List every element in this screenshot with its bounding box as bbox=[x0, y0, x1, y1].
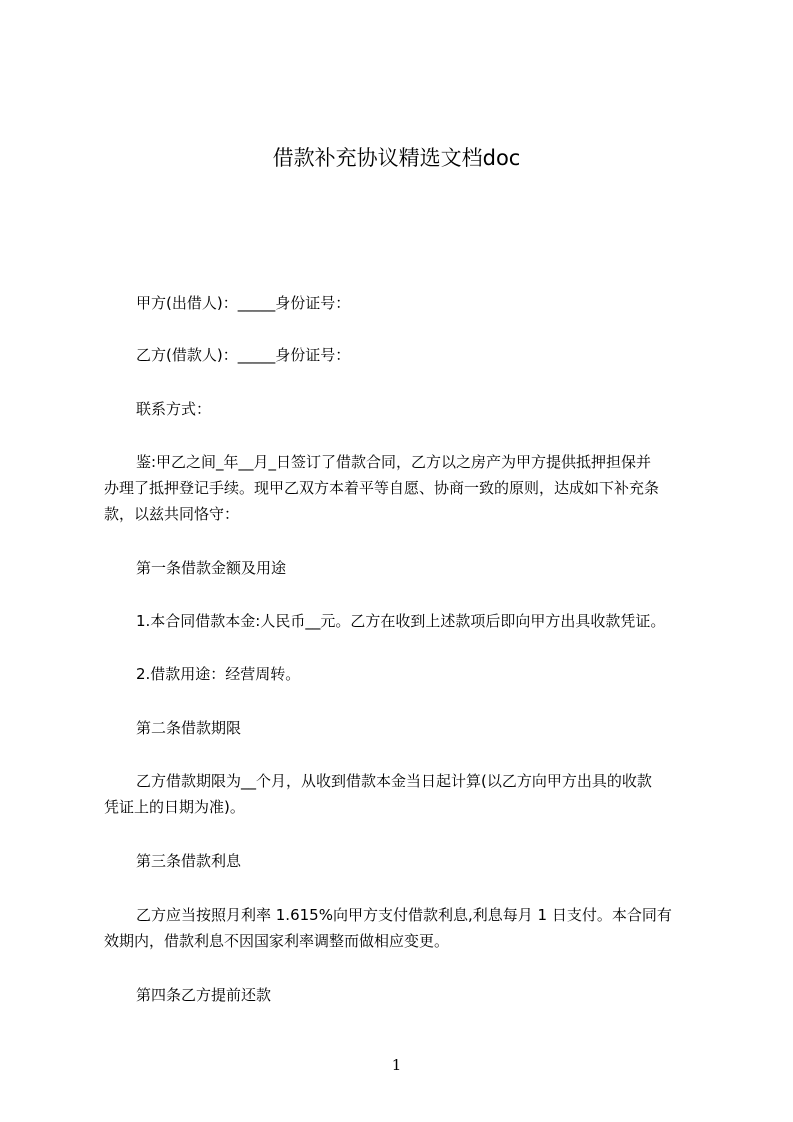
article-3-line-1: 乙方应当按照月利率 1.615%向甲方支付借款利息,利息每月 1 日支付。本合同有 bbox=[136, 906, 672, 924]
article-2-line-1: 乙方借款期限为__个月，从收到借款本金当日起计算(以乙方向甲方出具的收款 bbox=[136, 772, 652, 790]
preamble-line-2: 办理了抵押登记手续。现甲乙双方本着平等自愿、协商一致的原则，达成如下补充条 bbox=[104, 479, 660, 497]
contact-line: 联系方式： bbox=[136, 400, 212, 418]
document-title: 借款补充协议精选文档doc bbox=[272, 146, 521, 170]
preamble-line-3: 款，以兹共同恪守： bbox=[104, 505, 240, 523]
party-a-line: 甲方(出借人)：_____身份证号： bbox=[136, 294, 351, 312]
article-1-heading: 第一条借款金额及用途 bbox=[136, 559, 287, 577]
article-2-heading: 第二条借款期限 bbox=[136, 719, 242, 737]
article-1-item-2: 2.借款用途：经营周转。 bbox=[136, 665, 301, 683]
article-3-line-2: 效期内，借款利息不因国家利率调整而做相应变更。 bbox=[104, 932, 450, 950]
preamble-line-1: 鉴:甲乙之间_年__月_日签订了借款合同，乙方以之房产为甲方提供抵押担保并 bbox=[136, 453, 652, 471]
article-4-heading: 第四条乙方提前还款 bbox=[136, 986, 272, 1004]
article-3-heading: 第三条借款利息 bbox=[136, 852, 242, 870]
party-b-line: 乙方(借款人)：_____身份证号： bbox=[136, 346, 351, 364]
article-1-item-1: 1.本合同借款本金:人民币__元。乙方在收到上述款项后即向甲方出具收款凭证。 bbox=[136, 612, 666, 630]
article-2-line-2: 凭证上的日期为准)。 bbox=[104, 798, 245, 816]
page-number: 1 bbox=[391, 1056, 402, 1074]
